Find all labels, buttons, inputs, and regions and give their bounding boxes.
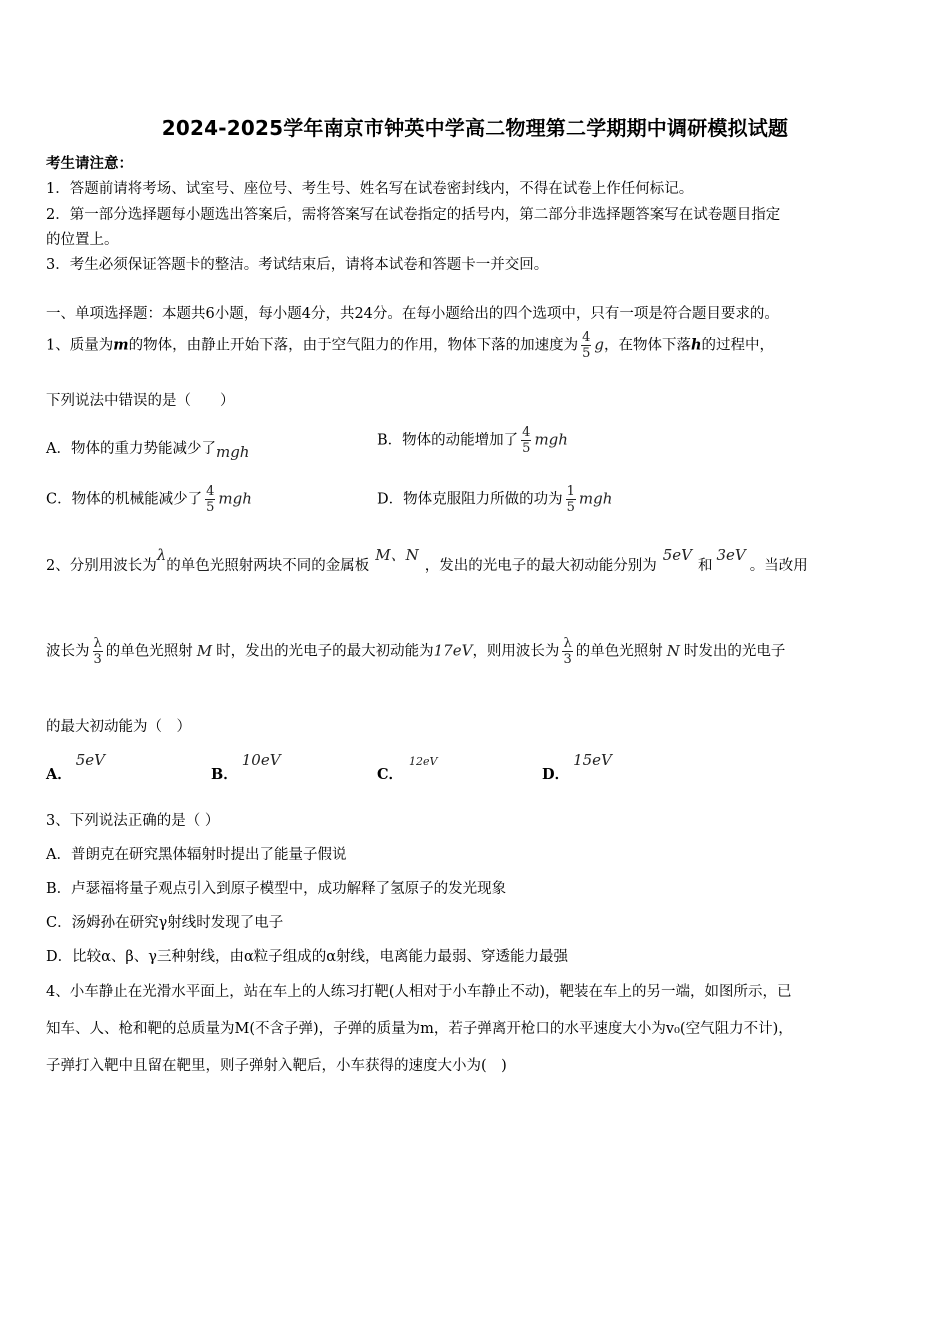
q2-mn: M、N [375,546,419,564]
q4-line-1: 4、小车静止在光滑水平面上，站在车上的人练习打靶(人相对于小车静止不动)，靶装在车上的另一端，如图所示，已 [46,984,792,1000]
q1-option-b [377,425,568,456]
q1-frac-num: 4 [582,330,591,345]
q2-e3: 17eV [433,641,473,660]
q1-d-num: 1 [566,484,575,499]
q1-b-fraction [521,425,531,456]
q1-frac-den: 5 [582,346,591,361]
q2-stem-line3: 的最大初动能为（ ） [46,719,191,735]
q1-g: g [594,335,604,354]
page-title: 2024-2025学年南京市钟英中学高二物理第二学期期中调研模拟试题 [161,116,789,140]
q1-a-label: A．物体的重力势能减少了 [46,441,216,457]
q2-f2-num: λ [563,636,572,651]
q2-option-d [542,749,612,783]
q1-stem-line2: 下列说法中错误的是（ ） [46,393,235,409]
q2-c-val: 12eV [409,755,438,768]
q2-l2a: 波长为 [46,643,90,660]
q2-lambda: λ [156,546,167,564]
q2-d-label: D． [542,766,570,783]
q2-stem-line2 [46,636,785,667]
q1-option-c [46,484,252,515]
notice-heading: 考生请注意： [46,155,133,172]
q1-b-math: mgh [534,430,568,449]
q2-l2b: 的单色光照射 [105,643,193,660]
q1-c-math: mgh [218,489,252,508]
q1-c-num: 4 [206,484,215,499]
q2-p4: 。当改用 [749,558,808,574]
q2-d-val: 15eV [573,751,612,769]
q3-option-b: B．卢瑟福将量子观点引入到原子模型中，成功解释了氢原子的发光现象 [46,881,507,897]
section-heading: 一、单项选择题：本题共6小题，每小题4分，共24分。在每小题给出的四个选项中，只有一项是符合题目要求的。 [46,306,779,322]
q2-b-label: B． [211,766,238,783]
q2-l2e: 的单色光照射 [575,643,663,660]
q2-l2c: 时，发出的光电子的最大初动能为 [216,643,434,660]
q2-fraction-2 [562,636,572,667]
q2-M: M [196,641,213,660]
q1-d-fraction [566,484,576,515]
q2-N: N [666,641,680,660]
notice-item-1: 1．答题前请将考场、试室号、座位号、考生号、姓名写在试卷密封线内，不得在试卷上作任何标记。 [46,181,694,197]
q3-stem: 3、下列说法正确的是（ ） [46,813,220,829]
q2-a-label: A． [46,766,72,783]
q2-option-a [46,749,106,783]
q1-b-num: 4 [522,425,531,440]
q1-var-h: h [690,336,702,354]
q1-text-a: 1、质量为 [46,337,114,354]
q4-line-3: 子弹打入靶中且留在靶里，则子弹射入靶后，小车获得的速度大小为( ) [46,1058,507,1074]
notice-item-3: 3．考生必须保证答题卡的整洁。考试结束后，请将本试卷和答题卡一并交回。 [46,257,549,273]
q2-b-val: 10eV [241,751,281,769]
q2-c-label: C． [377,766,404,783]
q1-text-b: 的物体，由静止开始下落，由于空气阻力的作用，物体下落的加速度为 [128,337,579,354]
q1-c-den: 5 [206,500,215,515]
q1-d-den: 5 [566,500,575,515]
q2-a-val: 5eV [75,751,106,769]
q4-line-2: 知车、人、枪和靶的总质量为M(不含子弹)，子弹的质量为m，若子弹离开枪口的水平速度大小为v₀(空气阻力不计)， [46,1021,793,1037]
q1-var-m: m [113,336,129,354]
q2-fraction-1 [93,636,103,667]
q1-d-math: mgh [578,489,613,508]
q2-p1: 2、分别用波长为 [46,558,157,574]
q1-text-d: 的过程中， [701,337,775,354]
q1-c-fraction [205,484,215,515]
q3-option-a: A．普朗克在研究黑体辐射时提出了能量子假说 [46,847,347,863]
q2-l2f: 时发出的光电子 [683,643,786,660]
q2-l2d: ，则用波长为 [472,643,560,660]
q1-fraction [581,330,591,361]
q2-p2: 的单色光照射两块不同的金属板 [166,558,370,574]
q1-b-label: B．物体的动能增加了 [377,432,519,449]
q2-option-c [377,749,438,783]
q1-option-d [377,484,612,515]
q3-option-c: C．汤姆孙在研究γ射线时发现了电子 [46,915,284,931]
q2-and: 和 [698,558,713,574]
q2-p3: ，发出的光电子的最大初动能分别为 [424,558,657,574]
q2-e2: 3eV [716,546,746,564]
q1-c-label: C．物体的机械能减少了 [46,491,203,508]
q1-stem [46,330,774,361]
q1-option-a [46,437,250,461]
notice-item-2-cont: 的位置上。 [46,232,119,248]
q2-option-b [211,749,281,783]
q2-f1-num: λ [93,636,102,651]
q2-f1-den: 3 [93,652,102,667]
q1-a-math: mgh [215,443,250,461]
q1-b-den: 5 [522,441,531,456]
q2-stem [46,546,808,575]
q2-e1: 5eV [662,546,692,564]
q1-d-label: D．物体克服阻力所做的功为 [377,491,563,508]
q1-text-c: ，在物体下落 [603,337,691,354]
notice-item-2: 2．第一部分选择题每小题选出答案后，需将答案写在试卷指定的括号内，第二部分非选择题答案写在试卷题目指定 [46,207,781,223]
q2-f2-den: 3 [563,652,572,667]
q3-option-d: D．比较α、β、γ三种射线，由α粒子组成的α射线，电离能力最弱、穿透能力最强 [46,949,569,965]
